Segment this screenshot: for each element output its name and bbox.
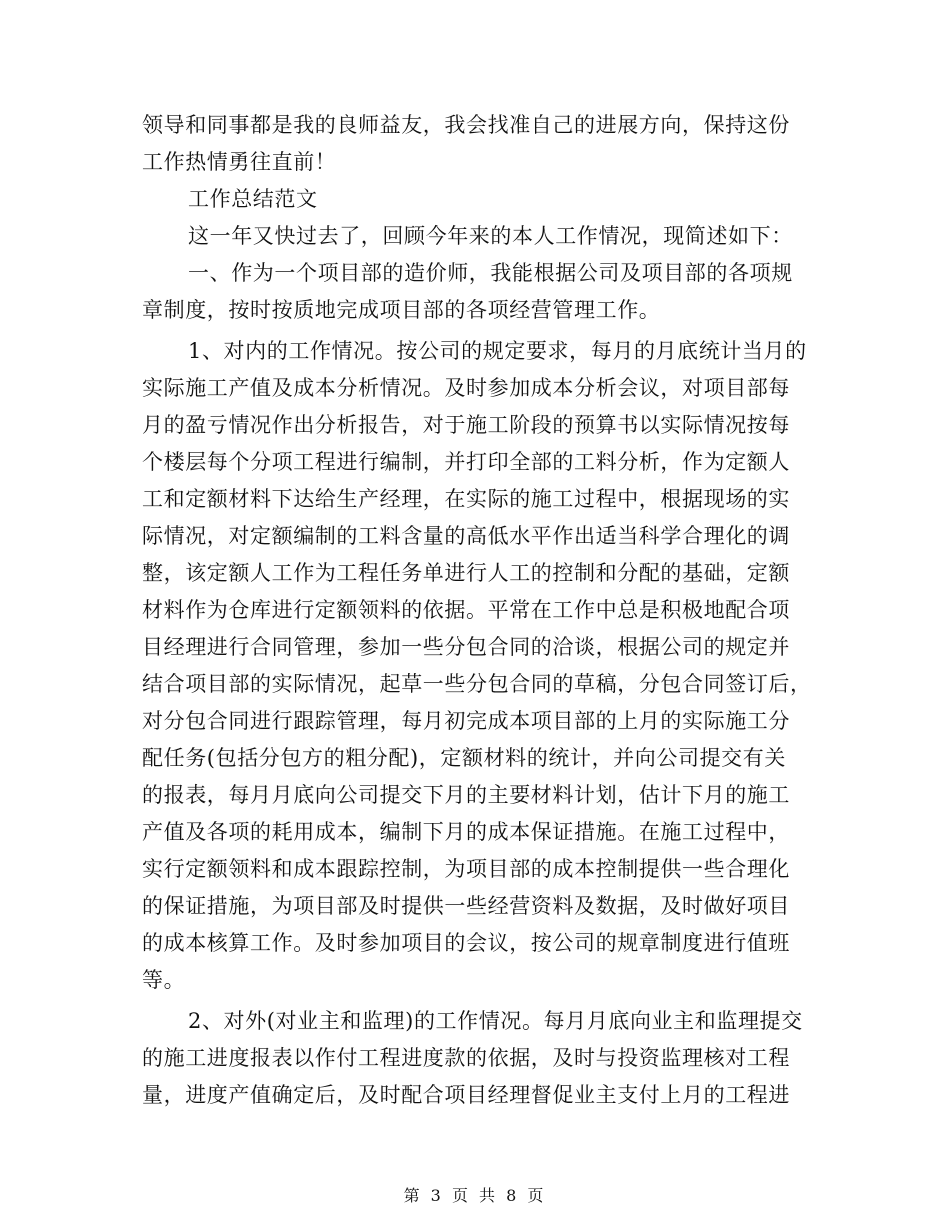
text-line: 个楼层每个分项工程进行编制，并打印全部的工料分析，作为定额人 (142, 450, 790, 474)
text-line: 的报表，每月月底向公司提交下月的主要材料计划，估计下月的施工 (142, 783, 790, 807)
text-line: 结合项目部的实际情况，起草一些分包合同的草稿，分包合同签订后， (142, 672, 812, 696)
text-line: 整，该定额人工作为工程任务单进行人工的控制和分配的基础，定额 (142, 561, 790, 585)
text-line: 的成本核算工作。及时参加项目的会议，按公司的规章制度进行值班 (142, 931, 790, 955)
text-line: 目经理进行合同管理，参加一些分包合同的洽谈，根据公司的规定并 (142, 635, 790, 659)
text-line: 对分包合同进行跟踪管理，每月初完成本项目部的上月的实际施工分 (142, 709, 790, 733)
text-line: 量，进度产值确定后，及时配合项目经理督促业主支付上月的工程进 (142, 1083, 790, 1107)
text-line: 实行定额领料和成本跟踪控制，为项目部的成本控制提供一些合理化 (142, 857, 790, 881)
text-line: 配任务(包括分包方的粗分配)，定额材料的统计，并向公司提交有关 (142, 746, 786, 770)
text-line: 等。 (142, 968, 186, 992)
text-line: 1、对内的工作情况。按公司的规定要求，每月的月底统计当月的 (188, 339, 807, 363)
text-line: 实际施工产值及成本分析情况。及时参加成本分析会议，对项目部每 (142, 376, 790, 400)
text-line: 工作热情勇往直前！ (142, 150, 337, 174)
text-line: 材料作为仓库进行定额领料的依据。平常在工作中总是积极地配合项 (142, 598, 790, 622)
text-line: 章制度，按时按质地完成项目部的各项经营管理工作。 (142, 298, 661, 322)
text-line: 月的盈亏情况作出分析报告，对于施工阶段的预算书以实际情况按每 (142, 413, 790, 437)
text-line: 工和定额材料下达给生产经理，在实际的施工过程中，根据现场的实 (142, 487, 790, 511)
text-line: 产值及各项的耗用成本，编制下月的成本保证措施。在施工过程中， (142, 820, 790, 844)
text-line: 领导和同事都是我的良师益友，我会找准自己的进展方向，保持这份 (142, 113, 790, 137)
text-line: 一、作为一个项目部的造价师，我能根据公司及项目部的各项规 (188, 261, 793, 285)
page-number: 第 3 页 共 8 页 (403, 1186, 547, 1205)
text-line: 的施工进度报表以作付工程进度款的依据，及时与投资监理核对工程 (142, 1046, 790, 1070)
text-line: 2、对外(对业主和监理)的工作情况。每月月底向业主和监理提交 (188, 1009, 803, 1033)
text-line: 际情况，对定额编制的工料含量的高低水平作出适当科学合理化的调 (142, 524, 790, 548)
text-line: 这一年又快过去了，回顾今年来的本人工作情况，现简述如下： (188, 224, 793, 248)
text-line: 的保证措施，为项目部及时提供一些经营资料及数据，及时做好项目 (142, 894, 790, 918)
section-heading: 工作总结范文 (188, 187, 318, 211)
